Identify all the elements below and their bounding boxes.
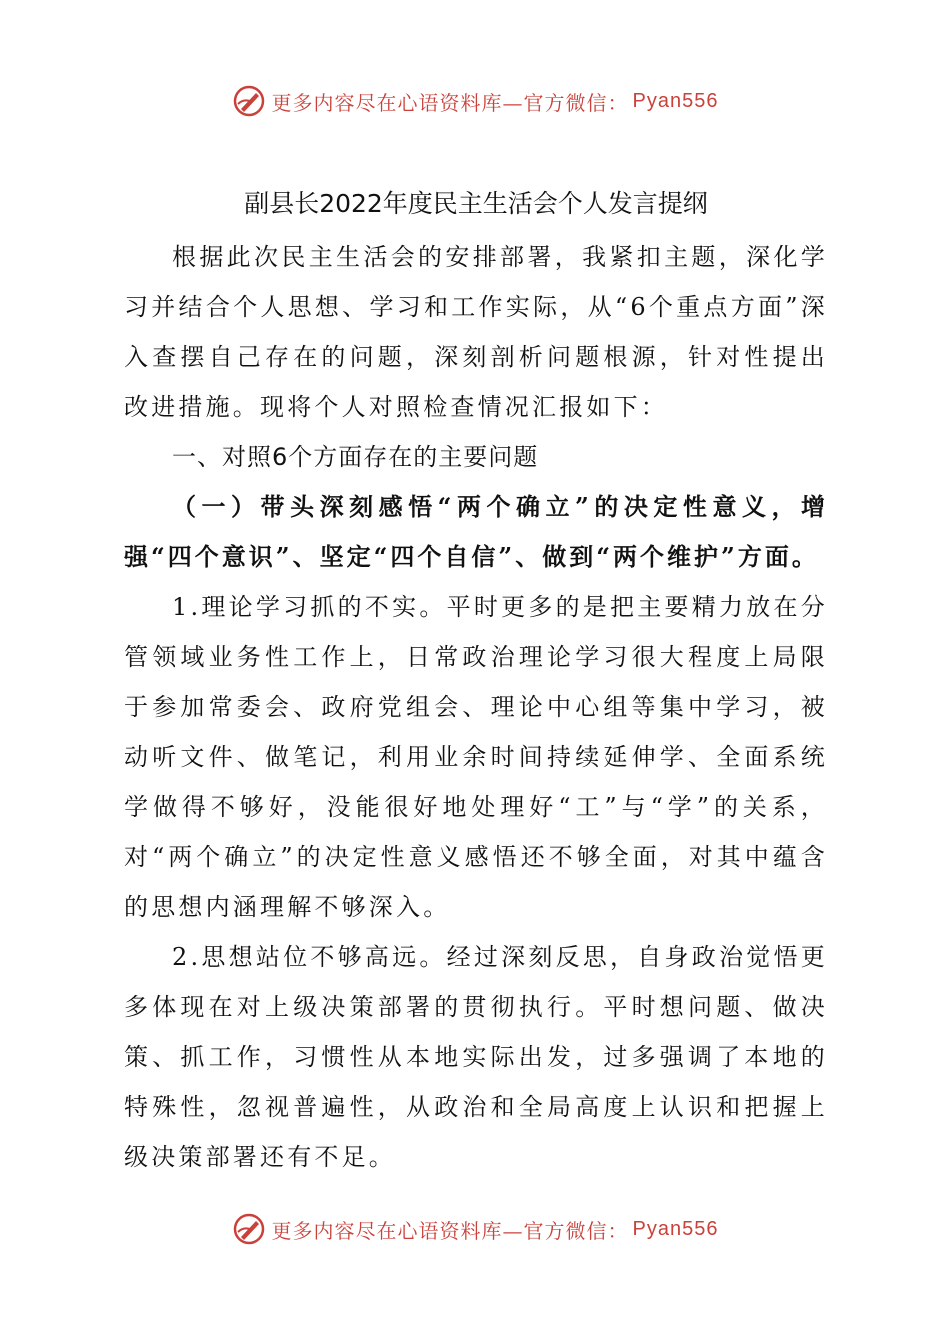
header-watermark-banner — [0, 84, 950, 118]
document-body — [124, 176, 828, 1182]
banner-text: 更多内容尽在心语资料库—官方微信： — [271, 90, 629, 115]
section-heading: 一、对照6个方面存在的主要问题 — [172, 443, 539, 471]
item-2-paragraph: 2.思想站位不够高远。经过深刻反思，自身政治觉悟更多体现在对上级决策部署的贯彻执行。平时想问题、做决策、抓工作，习惯性从本地实际出发，过多强调了本地的特殊性，忽视普遍性，从政治和全局高度上认识和把握上级决策部署还有不足。 — [124, 943, 828, 1171]
subsection-heading: （一）带头深刻感悟“两个确立”的决定性意义，增强“四个意识”、坚定“四个自信”、做到“两个维护”方面。 — [124, 492, 828, 571]
intro-paragraph: 根据此次民主生活会的安排部署，我紧扣主题，深化学习并结合个人思想、学习和工作实际，从“6个重点方面”深入查摆自己存在的问题，深刻剖析问题根源，针对性提出改进措施。现将个人对照检查情况汇报如下： — [124, 243, 828, 421]
document-title: 副县长2022年度民主生活会个人发言提纲 — [244, 189, 708, 218]
banner-text: 更多内容尽在心语资料库—官方微信： — [271, 1218, 629, 1243]
footer-watermark-banner — [0, 1212, 950, 1246]
banner-wechat-id: Pyan556 — [632, 1217, 719, 1240]
pen-logo-icon — [232, 1212, 266, 1246]
pen-logo-icon — [232, 84, 266, 118]
banner-wechat-id: Pyan556 — [632, 89, 719, 112]
item-1-paragraph: 1.理论学习抓的不实。平时更多的是把主要精力放在分管领域业务性工作上，日常政治理论学习很大程度上局限于参加常委会、政府党组会、理论中心组等集中学习，被动听文件、做笔记，利用业余时间持续延伸学、全面系统学做得不够好，没能很好地处理好“工”与“学”的关系，对“两个确立”的决定性意义感悟还不够全面，对其中蕴含的思想内涵理解不够深入。 — [124, 593, 828, 921]
